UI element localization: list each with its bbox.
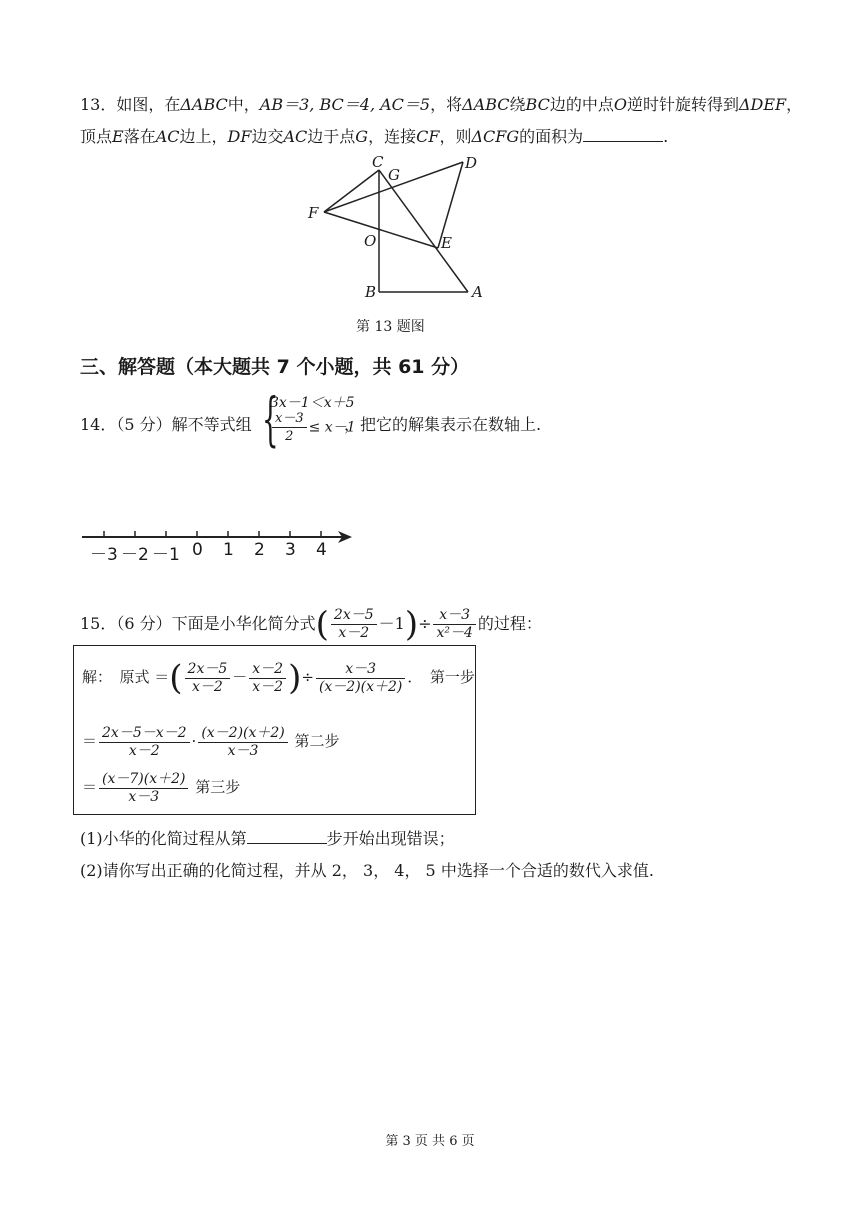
tick-label: 4 xyxy=(316,540,327,560)
label-c: C xyxy=(372,153,384,171)
tick-label: －3 xyxy=(90,545,118,565)
q14-prefix: 14．（5 分）解不等式组 xyxy=(80,415,252,434)
solution-step-2: ＝ $\frac{2x-5-x-2}{x-2}$ · $\frac{(x-2)(x+2)}{x-3}$ 第二步 xyxy=(82,724,340,759)
q13-answer-blank[interactable] xyxy=(583,141,663,142)
tick-label: 0 xyxy=(192,540,203,560)
solution-step-3: ＝ $\frac{(x-7)(x+2)}{x-3}$ 第三步 xyxy=(82,770,241,805)
q13-figure xyxy=(300,150,500,310)
segment-fe xyxy=(324,212,438,248)
q15-part2: (2)请你写出正确的化简过程，并从 2， 3， 4， 5 中选择一个合适的数代入求值. xyxy=(80,861,654,880)
q14-inequality-2: $\frac{x-3}{2}$ ≤ x－1 xyxy=(270,410,356,445)
q15-step-answer-blank[interactable] xyxy=(247,843,327,844)
label-f: F xyxy=(308,204,319,222)
tick-label: －2 xyxy=(121,545,149,565)
label-d: D xyxy=(465,154,478,172)
page-footer: 第 3 页 共 6 页 xyxy=(385,1134,475,1149)
label-o: O xyxy=(364,232,377,250)
q14-inequality-1: 3x－1＜x＋5 xyxy=(270,395,355,411)
segment-fc xyxy=(324,170,379,212)
tick-label: 1 xyxy=(223,540,234,560)
tick-label: 2 xyxy=(254,540,265,560)
q13-line2: 顶点E落在AC边上，DF边交AC边于点G，连接CF，则ΔCFG的面积为 . xyxy=(80,127,669,146)
q13-line1: 13．如图，在ΔABC中，AB＝3, BC＝4, AC＝5，将ΔABC绕BC边的中点O逆时针旋转得到ΔDEF， xyxy=(80,95,803,114)
label-b: B xyxy=(365,283,377,301)
q14-suffix: ，把它的解集表示在数轴上. xyxy=(344,415,542,434)
tick-label: 3 xyxy=(285,540,296,560)
section-title: 三、解答题（本大题共 7 个小题，共 61 分） xyxy=(80,356,470,378)
label-e: E xyxy=(441,234,452,252)
q15-statement: 15．（6 分）下面是小华化简分式( $\frac{2x-5}{x-2}$ －1)÷ $\frac{x-3}{\text{x²－4}}$ 的过程： xyxy=(80,604,542,645)
brace-icon: { xyxy=(262,385,279,453)
tick-label: －1 xyxy=(152,545,180,565)
solution-step-1: 解： 原式 ＝( $\frac{2x-5}{x-2}$ － $\frac{x-2}{x-2}$ )÷ $\frac{x-3}{(x-2)(x+2)}$ ． 第一步 xyxy=(82,658,475,698)
label-g: G xyxy=(388,166,400,184)
q13-figure-caption: 第 13 题图 xyxy=(356,319,425,335)
q15-part1: (1)小华的化简过程从第 步开始出现错误； xyxy=(80,829,455,848)
solution-box xyxy=(73,645,476,815)
label-a: A xyxy=(472,283,483,301)
